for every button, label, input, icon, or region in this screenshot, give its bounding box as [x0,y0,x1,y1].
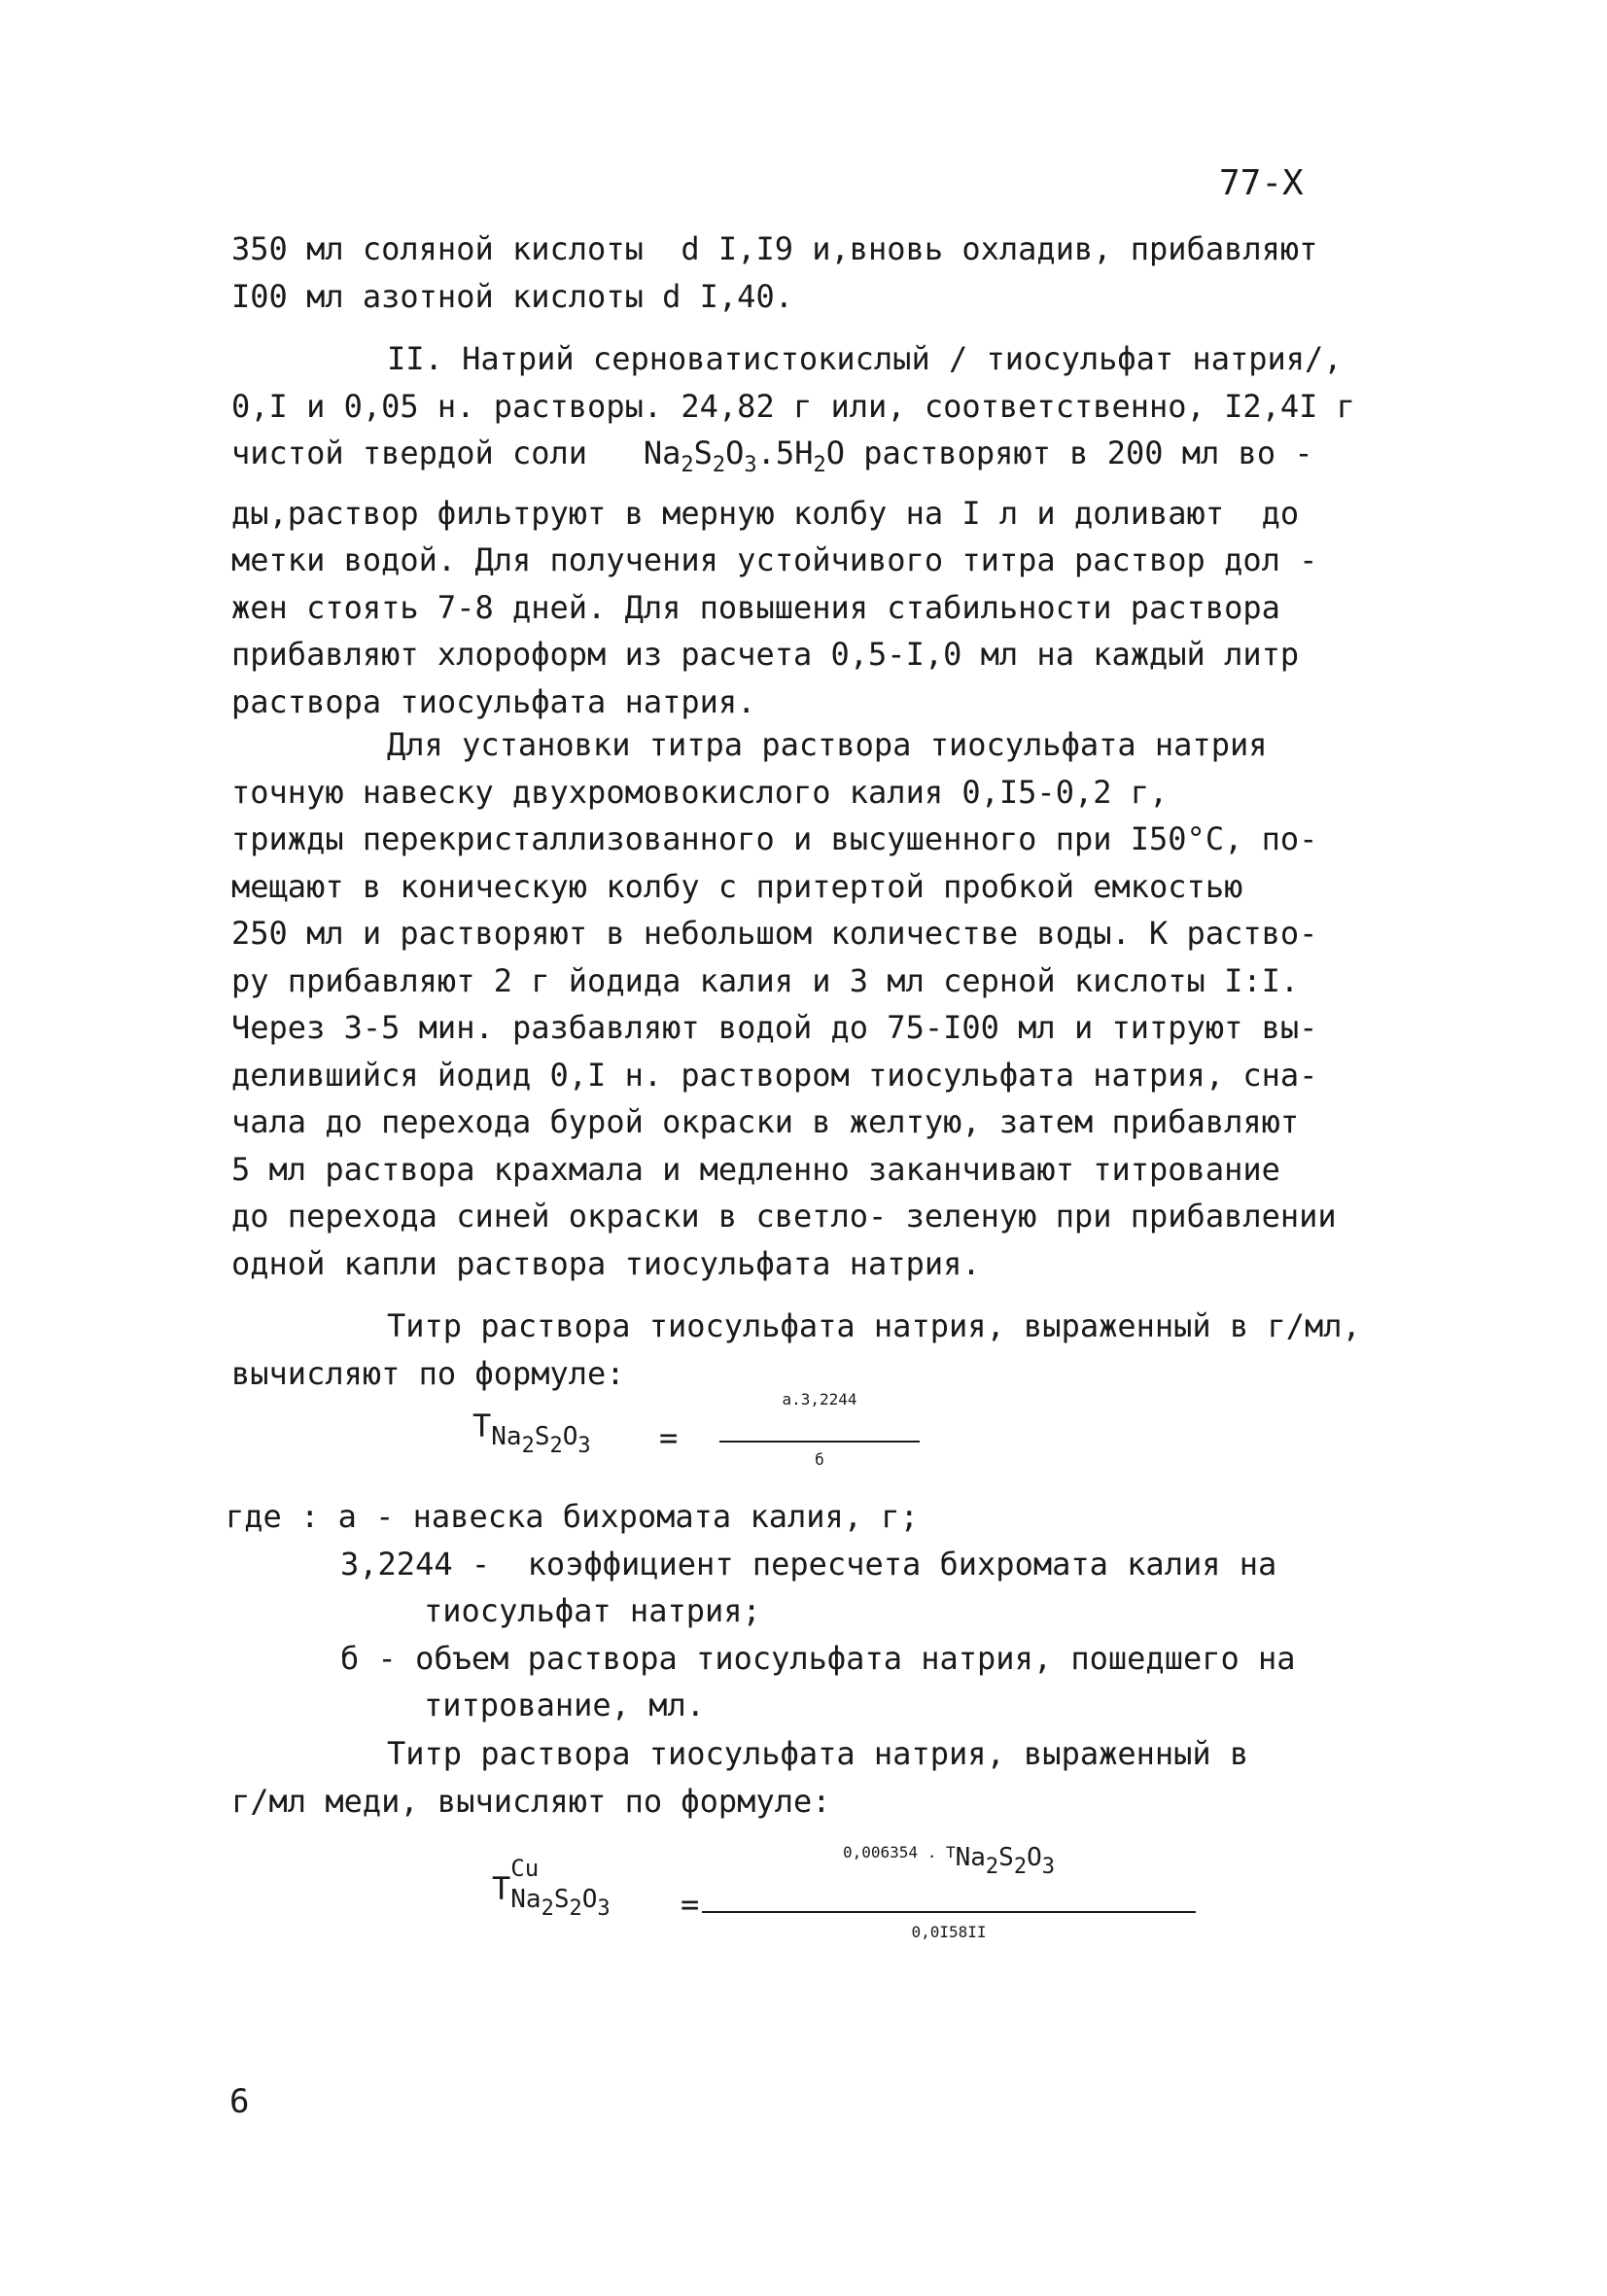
titration-paragraph [231,721,1408,1287]
text-line: жен стоять 7-8 дней. Для повышения стабильности раствора [231,588,1280,626]
formula-denominator: б [815,1450,824,1469]
formula-numerator: 0,006354 . $TNa_2S_2O_3$ [843,1843,1055,1879]
formula2-intro [231,1730,1408,1825]
text-line: 0,I и 0,05 н. растворы. 24,82 г или, соответственно, I2,4I г [231,387,1355,425]
text-line: Для установки титра раствора тиосульфата натрия [387,726,1268,763]
text-line: чала до перехода бурой окраски в желтую, затем прибавляют [231,1103,1300,1140]
formula-copper-titer: T Cu $_{Na_2S_2O_3}$ [492,1855,611,1921]
text-line: ды,раствор фильтруют в мерную колбу на I л и доливают до [231,494,1300,532]
legend-line: где : а - навеска бихромата калия, г; [226,1498,919,1535]
text-line: 350 мл соляной кислоты d I,I9 и,вновь охладив, прибавляют [231,230,1318,267]
intro-paragraph [231,226,1408,320]
formula1-intro [231,1303,1408,1397]
formula-equals: = [681,1886,700,1923]
text-line: Через 3-5 мин. разбавляют водой до 75-I00 мл и титруют вы- [231,1009,1318,1046]
formula-titer: $T_{Na_2S_2O_3}$ [472,1408,591,1458]
text-line: точную навеску двухромовокислого калия 0,I5-0,2 г, [231,773,1169,811]
legend-line: 3,2244 - коэффициент пересчета бихромата калия на [340,1545,1277,1583]
fraction-bar [719,1441,920,1443]
text-line: прибавляют хлороформ из расчета 0,5-I,0 мл на каждый литр [231,636,1300,673]
text-line: вычисляют по формуле: [231,1354,625,1392]
text-line: до перехода синей окраски в светло- зеленую при прибавлении [231,1198,1337,1235]
document-code: 77-Х [1219,163,1304,203]
legend-line: б - объем раствора тиосульфата натрия, пошедшего на [340,1639,1296,1677]
section-ii-paragraph [231,335,1408,725]
text-line: делившийся йодид 0,I н. раствором тиосульфата натрия, сна- [231,1056,1318,1094]
text-line: 250 мл и растворяют в небольшом количестве воды. К раство- [231,915,1318,952]
formula-equals: = [659,1419,679,1456]
text-line: г/мл меди, вычисляют по формуле: [231,1782,831,1820]
text-line: мещают в коническую колбу с притертой пробкой емкостью [231,867,1243,905]
section-heading-line: II. Натрий серноватистокислый / тиосульфат натрия/, [387,340,1343,377]
legend-line: тиосульфат натрия; [424,1592,761,1629]
formula-numerator: а.3,2244 [782,1390,857,1409]
formula-denominator: 0,0I58II [911,1923,987,1941]
text-line: метки водой. Для получения устойчивого титра раствор дол - [231,541,1318,578]
text-line: I00 мл азотной кислоты d I,40. [231,277,793,315]
text-line: 5 мл раствора крахмала и медленно заканчивают титрование [231,1150,1280,1188]
legend-line: титрование, мл. [424,1687,705,1723]
fraction-bar [702,1911,1196,1913]
text-line: одной капли раствора тиосульфата натрия. [231,1244,981,1282]
page-number: 6 [229,2082,250,2121]
text-line: Титр раствора тиосульфата натрия, выраженный в [387,1735,1249,1772]
formula-legend [226,1493,1402,1729]
text-line: Титр раствора тиосульфата натрия, выраженный в г/мл, [387,1307,1361,1344]
text-line: раствора тиосульфата натрия. [231,682,756,720]
text-line: ру прибавляют 2 г йодида калия и 3 мл серной кислоты I:I. [231,961,1300,999]
text-line: трижды перекристаллизованного и высушенного при I50°С, по- [231,820,1318,857]
text-line-with-formula: чистой твердой соли $Na_2S_2O_3.5H_2O$ растворяют в 200 мл во - [231,435,1313,477]
